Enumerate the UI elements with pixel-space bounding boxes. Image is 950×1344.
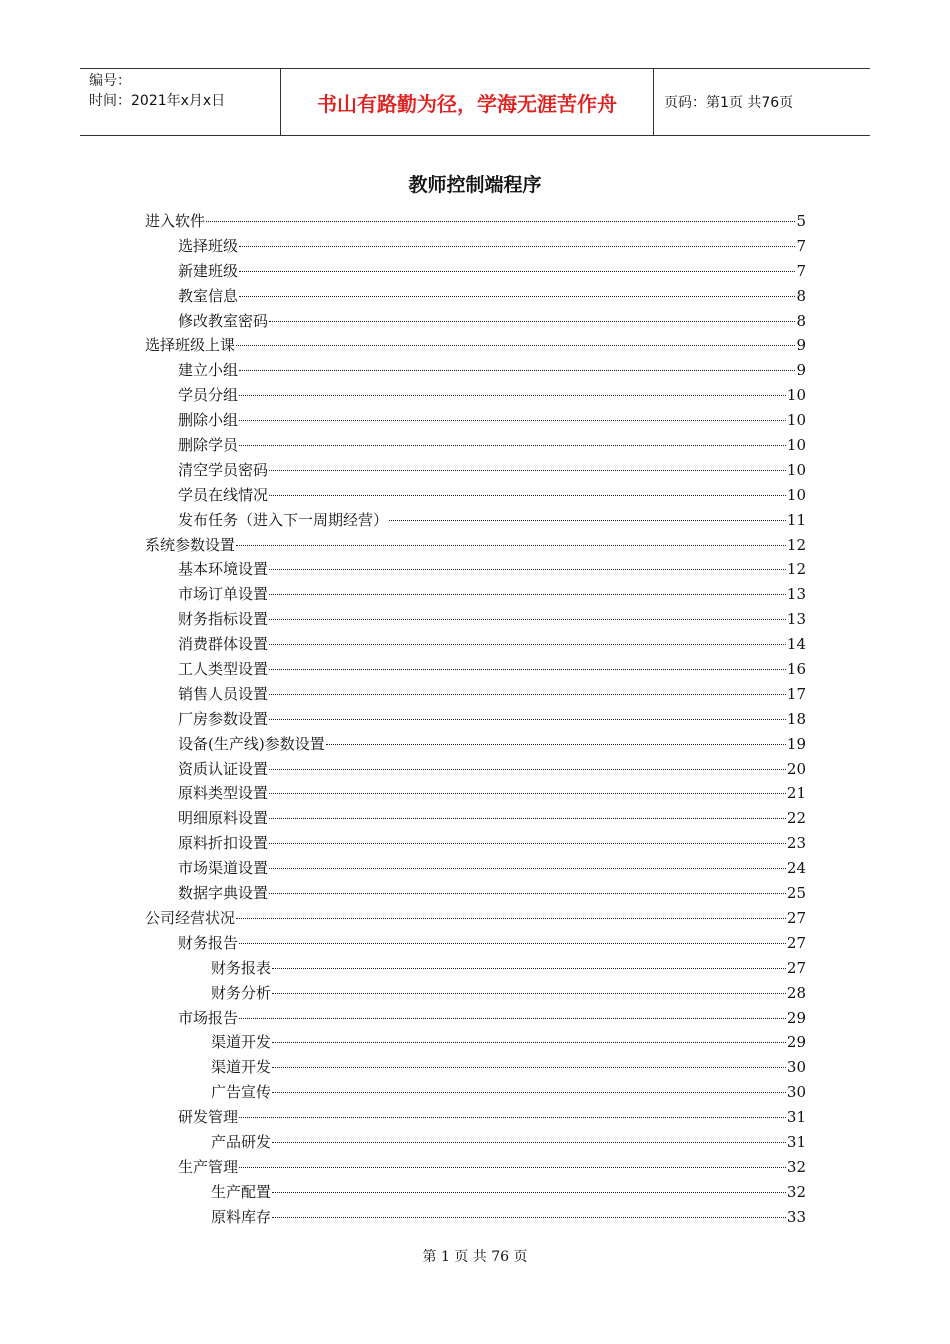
toc-entry[interactable] bbox=[145, 358, 806, 383]
toc-leader-dots bbox=[239, 1167, 786, 1168]
toc-entry-page: 32 bbox=[786, 1182, 806, 1201]
toc-entry[interactable] bbox=[145, 732, 806, 757]
toc-leader-dots bbox=[239, 943, 786, 944]
toc-entry-label: 发布任务（进入下一周期经营） bbox=[178, 510, 389, 529]
toc-entry-page: 30 bbox=[786, 1083, 806, 1102]
toc-entry-page: 10 bbox=[786, 436, 806, 455]
toc-entry-page: 12 bbox=[786, 535, 806, 554]
toc-entry-page: 7 bbox=[796, 236, 806, 255]
toc-entry[interactable] bbox=[145, 508, 806, 533]
toc-leader-dots bbox=[269, 619, 786, 620]
toc-entry-label: 产品研发 bbox=[211, 1132, 272, 1151]
toc-leader-dots bbox=[236, 545, 786, 546]
toc-entry-label: 选择班级上课 bbox=[145, 336, 236, 355]
toc-entry[interactable] bbox=[145, 806, 806, 831]
toc-entry-page: 20 bbox=[786, 759, 806, 778]
toc-leader-dots bbox=[236, 918, 786, 919]
toc-leader-dots bbox=[269, 321, 795, 322]
toc-entry-label: 新建班级 bbox=[178, 261, 239, 280]
toc-leader-dots bbox=[272, 1092, 786, 1093]
toc-entry-page: 29 bbox=[786, 1033, 806, 1052]
toc-leader-dots bbox=[269, 694, 786, 695]
toc-leader-dots bbox=[272, 993, 786, 994]
toc-entry-label: 原料库存 bbox=[211, 1207, 272, 1226]
toc-entry-label: 财务分析 bbox=[211, 983, 272, 1002]
toc-leader-dots bbox=[239, 1018, 786, 1019]
toc-leader-dots bbox=[269, 669, 786, 670]
toc-entry[interactable] bbox=[145, 1155, 806, 1180]
toc-entry-page: 33 bbox=[786, 1207, 806, 1226]
toc-entry-label: 研发管理 bbox=[178, 1108, 239, 1127]
toc-entry-label: 原料折扣设置 bbox=[178, 834, 269, 853]
toc-entry[interactable] bbox=[145, 259, 806, 284]
toc-entry[interactable] bbox=[145, 483, 806, 508]
header-meta bbox=[80, 69, 281, 135]
toc-leader-dots bbox=[272, 1192, 786, 1193]
toc-leader-dots bbox=[239, 445, 786, 446]
toc-entry[interactable] bbox=[145, 757, 806, 782]
table-of-contents bbox=[145, 209, 806, 1230]
toc-entry-label: 教室信息 bbox=[178, 286, 239, 305]
number-label: 编号： bbox=[89, 73, 131, 89]
toc-entry-page: 32 bbox=[786, 1157, 806, 1176]
toc-entry-label: 建立小组 bbox=[178, 361, 239, 380]
toc-entry-page: 27 bbox=[786, 958, 806, 977]
toc-entry-page: 10 bbox=[786, 485, 806, 504]
toc-entry[interactable] bbox=[145, 981, 806, 1006]
toc-leader-dots bbox=[269, 719, 786, 720]
header-motto: 书山有路勤为径，学海无涯苦作舟 bbox=[281, 69, 654, 135]
toc-entry[interactable] bbox=[145, 1055, 806, 1080]
toc-entry-label: 市场渠道设置 bbox=[178, 859, 269, 878]
toc-entry-page: 21 bbox=[786, 784, 806, 803]
toc-entry[interactable] bbox=[145, 284, 806, 309]
toc-leader-dots bbox=[389, 520, 786, 521]
toc-entry[interactable] bbox=[145, 557, 806, 582]
toc-entry-label: 修改教室密码 bbox=[178, 311, 269, 330]
toc-entry-label: 基本环境设置 bbox=[178, 560, 269, 579]
toc-leader-dots bbox=[269, 644, 786, 645]
toc-leader-dots bbox=[239, 1117, 786, 1118]
toc-entry[interactable] bbox=[145, 582, 806, 607]
toc-entry-label: 清空学员密码 bbox=[178, 460, 269, 479]
toc-entry-page: 5 bbox=[796, 212, 806, 230]
toc-entry[interactable] bbox=[145, 1105, 806, 1130]
toc-leader-dots bbox=[269, 893, 786, 894]
toc-entry[interactable] bbox=[145, 831, 806, 856]
toc-entry-page: 14 bbox=[786, 635, 806, 654]
toc-entry-page: 9 bbox=[796, 361, 806, 380]
toc-entry-label: 生产管理 bbox=[178, 1157, 239, 1176]
toc-entry[interactable] bbox=[145, 881, 806, 906]
toc-entry[interactable] bbox=[145, 607, 806, 632]
toc-leader-dots bbox=[239, 420, 786, 421]
toc-entry-page: 7 bbox=[796, 261, 806, 280]
toc-entry-label: 学员在线情况 bbox=[178, 485, 269, 504]
toc-leader-dots bbox=[239, 246, 795, 247]
toc-entry-label: 公司经营状况 bbox=[145, 908, 236, 927]
page-footer: 第 1 页 共 76 页 bbox=[422, 1249, 528, 1265]
toc-entry-label: 渠道开发 bbox=[211, 1033, 272, 1052]
toc-leader-dots bbox=[326, 744, 786, 745]
toc-leader-dots bbox=[269, 594, 786, 595]
toc-leader-dots bbox=[206, 221, 795, 222]
toc-entry-page: 23 bbox=[786, 834, 806, 853]
toc-entry[interactable] bbox=[145, 1205, 806, 1230]
toc-entry[interactable] bbox=[145, 1030, 806, 1055]
document-title: 教师控制端程序 bbox=[408, 174, 542, 196]
toc-leader-dots bbox=[272, 1042, 786, 1043]
toc-leader-dots bbox=[269, 495, 786, 496]
toc-leader-dots bbox=[239, 271, 795, 272]
toc-entry-page: 25 bbox=[786, 884, 806, 903]
toc-leader-dots bbox=[272, 1142, 786, 1143]
toc-entry-label: 财务报告 bbox=[178, 933, 239, 952]
toc-entry-label: 明细原料设置 bbox=[178, 809, 269, 828]
toc-entry-page: 11 bbox=[786, 510, 806, 529]
toc-leader-dots bbox=[269, 818, 786, 819]
toc-entry-page: 19 bbox=[786, 734, 806, 753]
toc-leader-dots bbox=[239, 296, 795, 297]
toc-entry-label: 工人类型设置 bbox=[178, 660, 269, 679]
toc-entry-label: 资质认证设置 bbox=[178, 759, 269, 778]
toc-entry[interactable] bbox=[145, 707, 806, 732]
page-header bbox=[80, 68, 870, 136]
toc-entry[interactable] bbox=[145, 383, 806, 408]
toc-entry-page: 18 bbox=[786, 709, 806, 728]
toc-entry[interactable] bbox=[145, 1080, 806, 1105]
toc-entry[interactable] bbox=[145, 309, 806, 334]
toc-entry-label: 财务指标设置 bbox=[178, 610, 269, 629]
toc-entry[interactable] bbox=[145, 458, 806, 483]
toc-leader-dots bbox=[269, 470, 786, 471]
toc-entry[interactable] bbox=[145, 408, 806, 433]
toc-entry-page: 27 bbox=[786, 908, 806, 927]
toc-entry-label: 系统参数设置 bbox=[145, 535, 236, 554]
toc-entry-label: 数据字典设置 bbox=[178, 884, 269, 903]
toc-leader-dots bbox=[269, 843, 786, 844]
toc-entry[interactable] bbox=[145, 1130, 806, 1155]
toc-entry-label: 删除小组 bbox=[178, 411, 239, 430]
toc-entry-label: 市场报告 bbox=[178, 1008, 239, 1027]
toc-entry[interactable] bbox=[145, 781, 806, 806]
toc-entry-page: 31 bbox=[786, 1108, 806, 1127]
header-page-info: 页码：第1页 共76页 bbox=[664, 95, 794, 111]
toc-leader-dots bbox=[269, 868, 786, 869]
toc-entry[interactable] bbox=[145, 533, 806, 558]
toc-entry[interactable] bbox=[145, 209, 806, 234]
toc-leader-dots bbox=[272, 1217, 786, 1218]
toc-entry[interactable] bbox=[145, 632, 806, 657]
toc-leader-dots bbox=[239, 370, 795, 371]
toc-entry-label: 消费群体设置 bbox=[178, 635, 269, 654]
toc-leader-dots bbox=[269, 793, 786, 794]
toc-entry-label: 广告宣传 bbox=[211, 1083, 272, 1102]
toc-entry-label: 生产配置 bbox=[211, 1182, 272, 1201]
toc-entry-page: 8 bbox=[796, 311, 806, 330]
toc-entry[interactable] bbox=[145, 234, 806, 259]
toc-entry[interactable] bbox=[145, 906, 806, 931]
toc-entry-page: 10 bbox=[786, 386, 806, 405]
toc-entry-label: 厂房参数设置 bbox=[178, 709, 269, 728]
toc-entry-page: 8 bbox=[796, 286, 806, 305]
toc-leader-dots bbox=[236, 345, 795, 346]
toc-leader-dots bbox=[272, 1067, 786, 1068]
toc-entry-label: 选择班级 bbox=[178, 236, 239, 255]
toc-entry-page: 30 bbox=[786, 1058, 806, 1077]
toc-entry-page: 12 bbox=[786, 560, 806, 579]
toc-entry[interactable] bbox=[145, 856, 806, 881]
toc-entry-label: 设备(生产线)参数设置 bbox=[178, 734, 325, 753]
time-label: 时间：2021年x月x日 bbox=[89, 93, 226, 109]
toc-entry-page: 9 bbox=[796, 336, 806, 355]
toc-entry[interactable] bbox=[145, 433, 806, 458]
toc-entry-label: 原料类型设置 bbox=[178, 784, 269, 803]
toc-entry[interactable] bbox=[145, 1180, 806, 1205]
toc-entry-label: 销售人员设置 bbox=[178, 684, 269, 703]
toc-entry-page: 27 bbox=[786, 933, 806, 952]
toc-entry[interactable] bbox=[145, 333, 806, 358]
toc-entry-page: 10 bbox=[786, 411, 806, 430]
toc-entry-page: 22 bbox=[786, 809, 806, 828]
toc-entry-page: 29 bbox=[786, 1008, 806, 1027]
toc-leader-dots bbox=[239, 395, 786, 396]
toc-entry-page: 28 bbox=[786, 983, 806, 1002]
toc-entry-label: 进入软件 bbox=[145, 212, 206, 230]
toc-leader-dots bbox=[269, 769, 786, 770]
toc-entry[interactable] bbox=[145, 931, 806, 956]
toc-leader-dots bbox=[272, 968, 786, 969]
toc-entry-page: 16 bbox=[786, 660, 806, 679]
toc-entry-page: 13 bbox=[786, 610, 806, 629]
toc-entry[interactable] bbox=[145, 1006, 806, 1031]
toc-entry-label: 删除学员 bbox=[178, 436, 239, 455]
toc-entry-page: 10 bbox=[786, 460, 806, 479]
toc-entry[interactable] bbox=[145, 956, 806, 981]
toc-entry-page: 13 bbox=[786, 585, 806, 604]
toc-leader-dots bbox=[269, 569, 786, 570]
toc-entry-label: 渠道开发 bbox=[211, 1058, 272, 1077]
toc-entry-page: 24 bbox=[786, 859, 806, 878]
toc-entry[interactable] bbox=[145, 682, 806, 707]
toc-entry[interactable] bbox=[145, 657, 806, 682]
toc-entry-label: 学员分组 bbox=[178, 386, 239, 405]
toc-entry-page: 31 bbox=[786, 1132, 806, 1151]
toc-entry-page: 17 bbox=[786, 684, 806, 703]
toc-entry-label: 财务报表 bbox=[211, 958, 272, 977]
toc-entry-label: 市场订单设置 bbox=[178, 585, 269, 604]
